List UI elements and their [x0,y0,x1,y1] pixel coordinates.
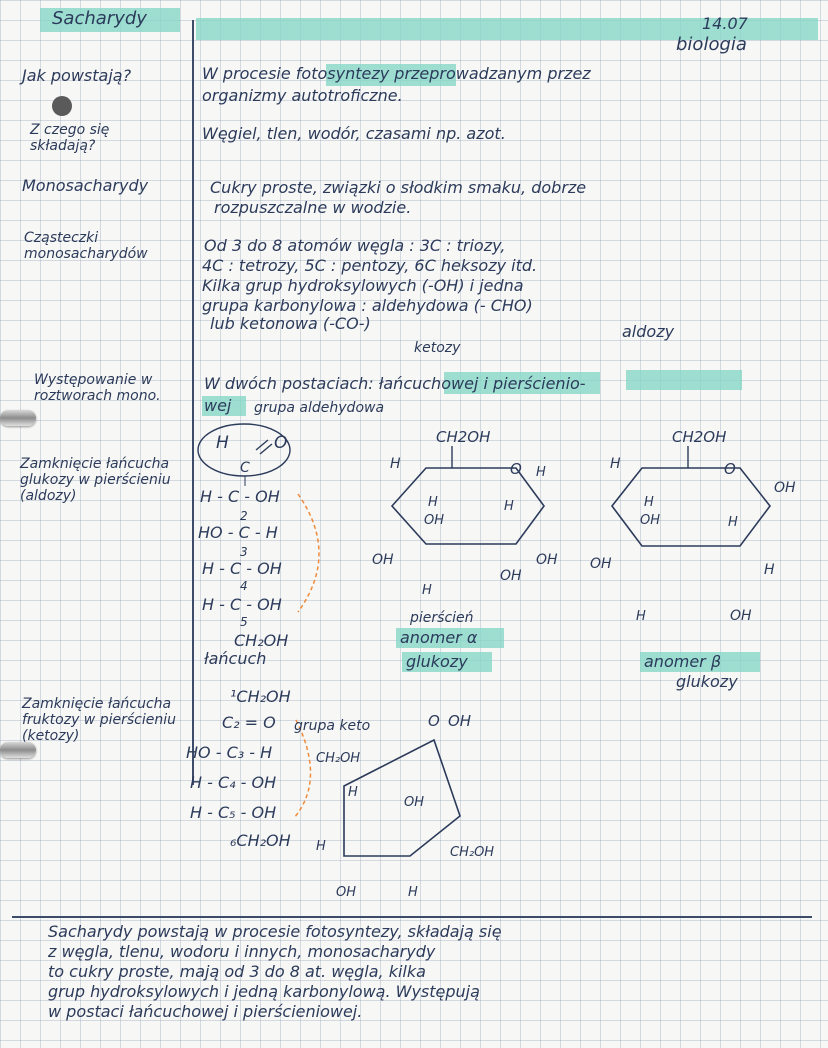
row-text: Węgiel, tlen, wodór, czasami np. azot. [202,124,506,143]
svg-text:O: O [428,712,440,730]
svg-text:H: H [636,609,646,624]
row-label: Z czego się składają? [30,122,110,154]
ketozy-label: ketozy [414,340,461,356]
row-text: grupa karbonylowa : aldehydowa (- CHO) [202,296,533,315]
svg-text:HO - C₃ - H: HO - C₃ - H [186,743,273,762]
svg-text:H - C - OH: H - C - OH [200,487,280,506]
svg-text:HO - C - H: HO - C - H [198,523,278,542]
svg-text:O: O [274,433,288,453]
beta-glucose-ring [580,424,810,634]
svg-text:H: H [728,515,738,530]
row-text: lub ketonowa (-CO-) [210,314,371,333]
svg-text:CH₂OH: CH₂OH [234,631,289,650]
svg-text:H: H [348,785,358,800]
row-text: W dwóch postaciach: łańcuchowej i pierścienio- [204,374,586,393]
row-label: Monosacharydy [22,176,149,195]
svg-text:OH: OH [536,552,558,568]
svg-text:H - C₅ - OH: H - C₅ - OH [190,803,277,822]
binder-ring [0,742,36,758]
alpha-ring-top: CH2OH [436,428,491,446]
row-text: Cukry proste, związki o słodkim smaku, dobrze [210,178,587,197]
row-text: Od 3 do 8 atomów węgla : 3C : triozy, [204,236,506,255]
svg-text:OH: OH [774,480,796,496]
glucose-chain-diagram [190,424,340,674]
svg-text:H - C₄ - OH: H - C₄ - OH [190,773,277,792]
summary-line: grup hydroksylowych i jedną karbonylową. Występują [48,982,480,1001]
svg-text:C₂ = O: C₂ = O [222,713,276,732]
row-text: Kilka grup hydroksylowych (-OH) i jedna [202,276,524,295]
binder-ring [0,410,36,426]
svg-text:H: H [764,562,775,578]
summary-line: to cukry proste, mają od 3 do 8 at. węgla, kilka [48,962,426,981]
summary-line: w postaci łańcuchowej i pierścieniowej. [48,1002,363,1021]
svg-text:H: H [408,885,418,900]
row-label: Jak powstają? [22,66,132,85]
svg-text:H: H [428,495,438,510]
svg-text:2: 2 [240,509,248,523]
svg-text:CH₂OH: CH₂OH [450,845,495,860]
svg-text:H: H [390,456,401,472]
svg-text:OH: OH [404,795,425,810]
svg-text:OH: OH [424,513,445,528]
row-label: Zamknięcie łańcucha fruktozy w pierścieniu (ketozy) [22,696,176,744]
svg-text:H: H [216,433,229,453]
svg-text:H: H [504,499,514,514]
svg-text:OH: OH [590,556,612,572]
row-text: 4C : tetrozy, 5C : pentozy, 6C heksozy itd. [202,256,538,275]
svg-text:H: H [644,495,654,510]
svg-text:H: H [610,456,621,472]
svg-text:H: H [316,839,326,854]
summary-line: Sacharydy powstają w procesie fotosyntezy, składają się [48,922,502,941]
keto-note: grupa keto [294,718,371,734]
svg-text:H: H [422,583,432,598]
alpha-caption: anomer α [400,628,478,647]
date: 14.07 [702,14,748,33]
row-label: Zamknięcie łańcucha glukozy w pierścieniu (aldozy) [20,456,171,504]
row-text: rozpuszczalne w wodzie. [214,198,412,217]
row-label: Cząsteczki monosacharydów [24,230,148,262]
summary-line: z węgla, tlenu, wodoru i innych, monosacharydy [48,942,436,961]
svg-text:O: O [724,460,736,478]
row-text: organizmy autotroficzne. [202,86,403,105]
row-text: W procesie fotosyntezy przeprowadzanym przez [202,64,591,83]
fructose-ring [300,706,530,906]
svg-text:₆CH₂OH: ₆CH₂OH [230,831,291,850]
page-title: Sacharydy [52,8,147,29]
svg-text:łańcuch: łańcuch [204,649,267,668]
beta-caption: anomer β [644,652,722,671]
divider-rule [12,916,812,918]
svg-text:H: H [536,465,546,480]
alpha-caption: glukozy [406,652,468,671]
aldozy-label: aldozy [622,322,675,341]
row-text: wej [204,396,232,415]
svg-text:4: 4 [240,579,248,593]
svg-text:OH: OH [640,513,661,528]
svg-text:H - C - OH: H - C - OH [202,559,282,578]
svg-text:3: 3 [240,545,248,559]
svg-text:OH: OH [448,712,472,730]
svg-text:OH: OH [372,552,394,568]
highlight-pierscieniowej [626,370,742,390]
subject: biologia [676,34,747,55]
binder-hole [52,96,72,116]
beta-ring-top: CH2OH [672,428,727,446]
svg-text:H - C - OH: H - C - OH [202,595,282,614]
svg-text:OH: OH [730,608,752,624]
beta-caption: glukozy [676,672,738,691]
svg-text:¹CH₂OH: ¹CH₂OH [230,687,291,706]
svg-text:OH: OH [500,568,522,584]
svg-text:OH: OH [336,885,357,900]
aldehyde-note: grupa aldehydowa [254,400,385,416]
svg-text:CH₂OH: CH₂OH [316,751,361,766]
svg-text:5: 5 [240,615,248,629]
svg-text:C: C [240,460,250,476]
row-label: Występowanie w roztworach mono. [34,372,161,404]
alpha-caption: pierścień [410,610,474,626]
svg-text:O: O [510,460,522,478]
